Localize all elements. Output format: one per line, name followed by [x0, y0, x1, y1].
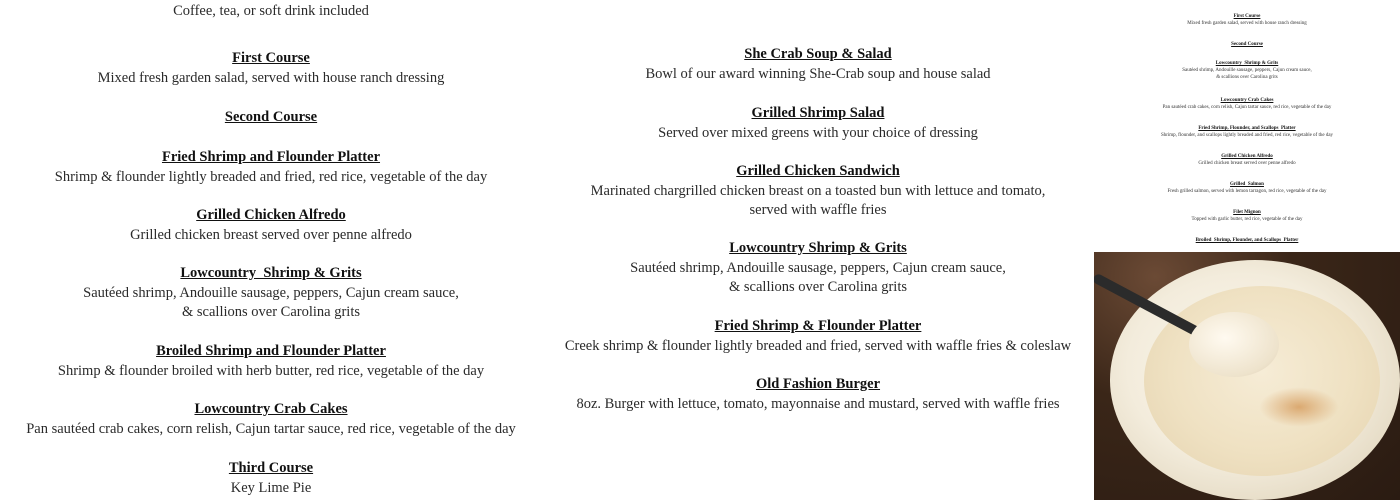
item-desc: Marinated chargrilled chicken breast on a toasted bun with lettuce and tomato, — [590, 182, 1046, 199]
thumb-item — [1094, 97, 1400, 111]
spoon-icon — [1189, 312, 1279, 377]
menu-item — [545, 45, 1091, 84]
prix-fixe-menu — [0, 0, 542, 500]
item-title: Grilled Shrimp Salad — [751, 105, 885, 121]
course-desc: Key Lime Pie — [230, 479, 312, 496]
thumb-title: Second Course — [1231, 42, 1263, 47]
thumb-item — [1094, 209, 1400, 223]
item-desc: served with waffle fries — [749, 202, 887, 218]
menu-item — [0, 148, 542, 187]
thumb-title: Broiled Shrimp, Flounder, and Scallops Platter — [1195, 238, 1299, 243]
item-desc: Sautéed shrimp, Andouille sausage, peppers, Cajun cream sauce, — [83, 284, 459, 301]
item-desc: Pan sautéed crab cakes, corn relish, Cajun tartar sauce, red rice, vegetable of the day — [26, 420, 516, 437]
thumb-desc: Grilled chicken breast served over penne alfredo — [1198, 161, 1296, 166]
second-course — [0, 108, 542, 128]
she-crab-soup-photo[interactable] — [1094, 252, 1400, 500]
course-title: Second Course — [224, 109, 318, 125]
thumb-desc: Shrimp, flounder, and scallops lightly breaded and fried, red rice, vegetable of the day — [1160, 133, 1334, 138]
item-title: She Crab Soup & Salad — [744, 46, 892, 62]
item-title: Grilled Chicken Alfredo — [196, 207, 346, 223]
thumb-title: Grilled Chicken Alfredo — [1221, 154, 1273, 159]
menu-item — [0, 342, 542, 381]
menu-item — [545, 162, 1091, 221]
item-title: Fried Shrimp & Flounder Platter — [714, 318, 922, 334]
thumb-title: Filet Mignon — [1233, 210, 1261, 215]
thumb-item — [1094, 60, 1400, 81]
item-title: Fried Shrimp and Flounder Platter — [161, 149, 381, 165]
menu-item — [545, 239, 1091, 298]
thumb-title: Grilled Salmon — [1230, 182, 1264, 187]
item-title: Grilled Chicken Sandwich — [736, 163, 900, 179]
drink-note: Coffee, tea, or soft drink included — [173, 3, 369, 19]
third-course — [0, 459, 542, 498]
sherry-drizzle — [1259, 387, 1339, 427]
menu-item — [0, 400, 542, 439]
menu-item — [545, 104, 1091, 143]
menu-item — [0, 264, 542, 323]
menu-item — [0, 206, 542, 245]
thumb-item — [1094, 41, 1400, 48]
thumb-title: First Course — [1233, 14, 1261, 19]
menu-item — [545, 317, 1091, 356]
item-desc: Bowl of our award winning She-Crab soup and house salad — [645, 65, 991, 82]
thumb-desc: & scallions over Carolina grits — [1216, 75, 1278, 80]
item-desc: Shrimp & flounder lightly breaded and fried, red rice, vegetable of the day — [54, 168, 488, 185]
course-title: First Course — [232, 50, 310, 66]
thumb-title: Lowcountry Shrimp & Grits — [1215, 61, 1279, 66]
item-title: Old Fashion Burger — [755, 376, 881, 392]
thumb-desc: Pan sautéed crab cakes, corn relish, Cajun tartar sauce, red rice, vegetable of the day — [1162, 105, 1332, 110]
thumb-item — [1094, 13, 1400, 27]
item-desc: & scallions over Carolina grits — [182, 304, 360, 320]
thumb-item — [1094, 181, 1400, 195]
first-course — [0, 49, 542, 88]
thumb-desc: Sautéed shrimp, Andouille sausage, peppers, Cajun cream sauce, — [1182, 68, 1312, 73]
thumb-item — [1094, 153, 1400, 167]
item-title: Broiled Shrimp and Flounder Platter — [156, 343, 386, 359]
item-desc: Grilled chicken breast served over penne alfredo — [130, 226, 412, 243]
course-desc: Mixed fresh garden salad, served with house ranch dressing — [97, 69, 445, 86]
thumb-title: Fried Shrimp, Flounder, and Scallops Platter — [1198, 126, 1296, 131]
thumb-item — [1094, 125, 1400, 139]
menu-thumbnail[interactable] — [1094, 0, 1400, 252]
item-title: Lowcountry Shrimp & Grits — [729, 240, 907, 256]
item-title: Lowcountry Shrimp & Grits — [180, 265, 362, 281]
thumb-item — [1094, 237, 1400, 244]
thumb-desc: Mixed fresh garden salad, served with house ranch dressing — [1187, 21, 1307, 26]
item-title: Lowcountry Crab Cakes — [194, 401, 348, 417]
thumb-desc: Fresh grilled salmon, served with lemon tarragon, red rice, vegetable of the day — [1167, 189, 1327, 194]
soup-surface — [1144, 286, 1380, 476]
item-desc: Served over mixed greens with your choice of dressing — [658, 124, 978, 141]
menu-item — [545, 375, 1091, 414]
lunch-menu — [545, 0, 1091, 500]
course-title: Third Course — [228, 460, 314, 476]
thumb-desc: Topped with garlic butter, red rice, vegetable of the day — [1191, 217, 1303, 222]
item-desc: Sautéed shrimp, Andouille sausage, peppers, Cajun cream sauce, — [630, 259, 1006, 276]
thumb-title: Lowcountry Crab Cakes — [1220, 98, 1274, 103]
item-desc: 8oz. Burger with lettuce, tomato, mayonnaise and mustard, served with waffle fries — [576, 395, 1060, 412]
item-desc: Shrimp & flounder broiled with herb butter, red rice, vegetable of the day — [57, 362, 485, 379]
item-desc: & scallions over Carolina grits — [729, 279, 907, 295]
item-desc: Creek shrimp & flounder lightly breaded and fried, served with waffle fries & coleslaw — [564, 337, 1072, 354]
